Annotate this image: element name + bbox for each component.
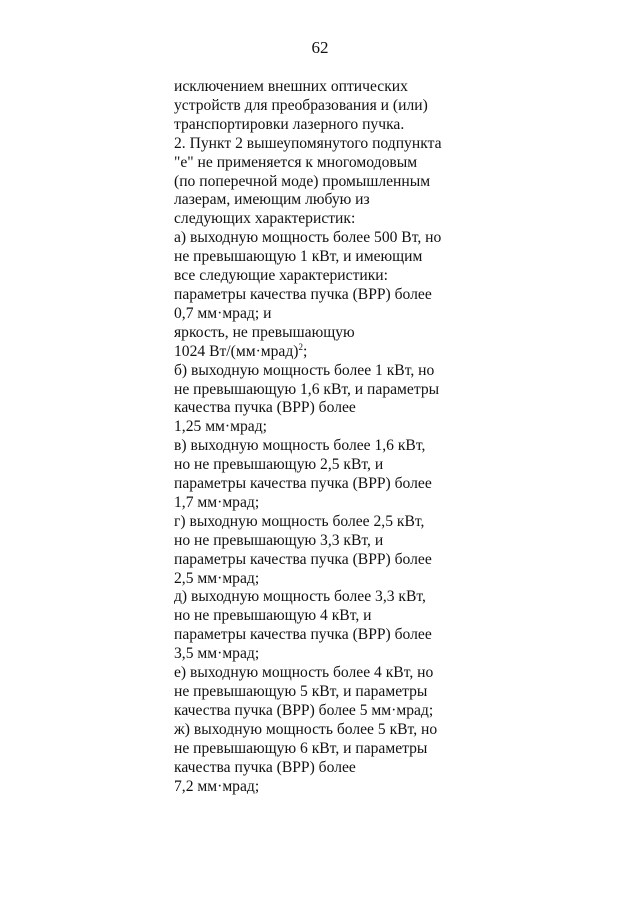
text-line: транспортировки лазерного пучка. bbox=[174, 115, 405, 133]
text-line: устройств для преобразования и (или) bbox=[174, 96, 428, 114]
text-line: 3,5 мм·мрад; bbox=[174, 645, 260, 663]
text-line: параметры качества пучка (ВРР) более bbox=[174, 626, 432, 644]
text-line: но не превышающую 3,3 кВт, и bbox=[174, 531, 384, 549]
text-line: д) выходную мощность более 3,3 кВт, bbox=[174, 588, 426, 606]
text-line: параметры качества пучка (ВРР) более bbox=[174, 550, 432, 568]
text-line: 2,5 мм·мрад; bbox=[174, 569, 260, 587]
text-line: г) выходную мощность более 2,5 кВт, bbox=[174, 512, 425, 530]
text-line: лазерам, имеющим любую из bbox=[174, 191, 370, 209]
text-line: не превышающую 5 кВт, и параметры bbox=[174, 683, 428, 700]
brightness-suffix: ; bbox=[302, 342, 308, 360]
document-text bbox=[174, 78, 474, 796]
text-line: качества пучка (ВРР) более bbox=[174, 758, 356, 776]
text-line: не превышающую 1,6 кВт, и параметры bbox=[174, 380, 440, 398]
text-line: е) выходную мощность более 4 кВт, но bbox=[174, 664, 434, 682]
text-line: параметры качества пучка (ВРР) более bbox=[174, 285, 432, 303]
text-line: 2. Пункт 2 вышеупомянутого подпункта bbox=[174, 134, 442, 152]
text-line: все следующие характеристики: bbox=[174, 267, 388, 285]
text-line: яркость, не превышающую bbox=[174, 323, 355, 341]
text-line: но не превышающую 4 кВт, и bbox=[174, 607, 372, 625]
brightness-value: 1024 Вт/(мм·мрад) bbox=[174, 342, 299, 360]
text-line: ж) выходную мощность более 5 кВт, но bbox=[174, 720, 438, 738]
text-line: "е" не применяется к многомодовым bbox=[174, 153, 418, 171]
text-line: параметры качества пучка (ВРР) более bbox=[174, 475, 432, 493]
text-line: но не превышающую 2,5 кВт, и bbox=[174, 456, 384, 474]
text-line: 1,7 мм·мрад; bbox=[174, 493, 260, 511]
text-line: (по поперечной моде) промышленным bbox=[174, 172, 431, 190]
text-line: качества пучка (ВРР) более bbox=[174, 399, 356, 417]
text-line: не превышающую 1 кВт, и имеющим bbox=[174, 248, 423, 266]
text-line: следующих характеристик: bbox=[174, 210, 356, 228]
text-line: а) выходную мощность более 500 Вт, но bbox=[174, 229, 442, 247]
brightness-line bbox=[174, 343, 474, 362]
text-line: 7,2 мм·мрад; bbox=[174, 777, 260, 795]
page-number: 62 bbox=[311, 38, 329, 57]
text-line: б) выходную мощность более 1 кВт, но bbox=[174, 361, 435, 379]
text-line: 1,25 мм·мрад; bbox=[174, 418, 267, 436]
text-line: не превышающую 6 кВт, и параметры bbox=[174, 739, 428, 757]
text-line: 0,7 мм·мрад; и bbox=[174, 304, 272, 322]
text-line: качества пучка (ВРР) более 5 мм·мрад; bbox=[174, 701, 434, 719]
text-line: в) выходную мощность более 1,6 кВт, bbox=[174, 437, 426, 455]
text-line: исключением внешних оптических bbox=[174, 78, 408, 95]
footnote-mark: 2 bbox=[298, 341, 303, 352]
